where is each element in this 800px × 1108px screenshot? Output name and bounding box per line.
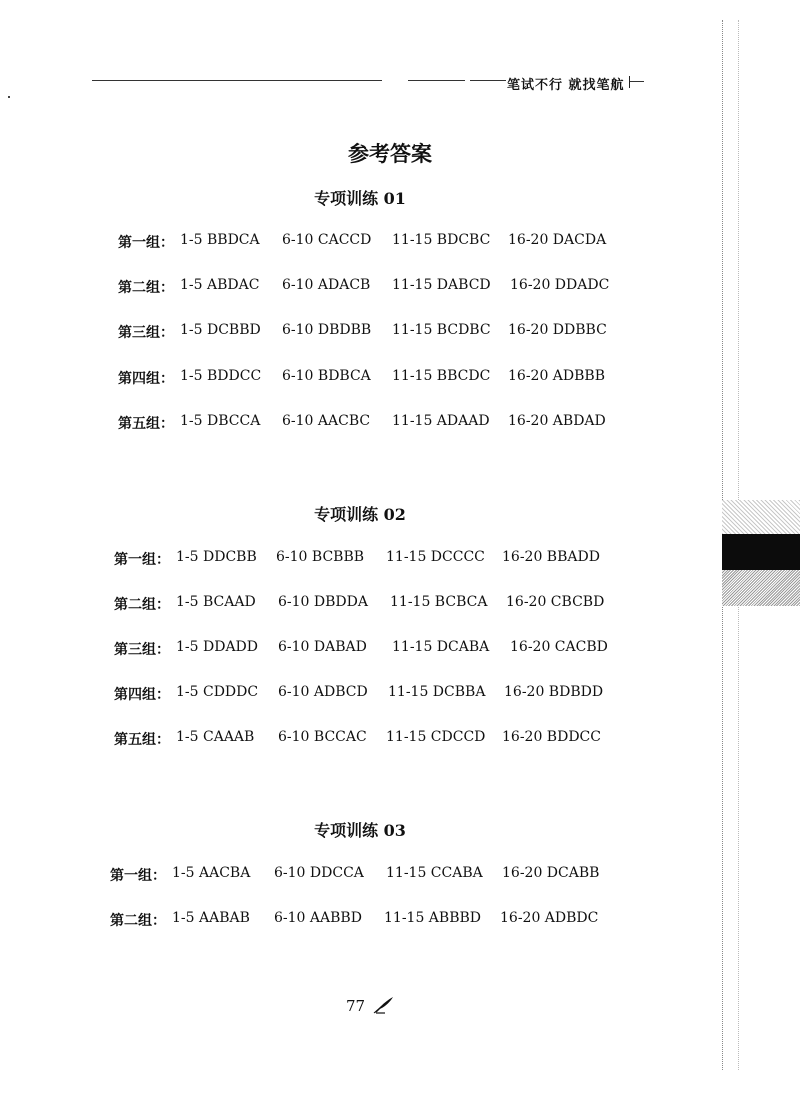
answer-1-5: 1-5 ABDAC — [180, 277, 260, 293]
answer-1-5: 1-5 BCAAD — [176, 594, 256, 610]
header-rule-left — [92, 80, 382, 81]
group-label: 第三组： — [114, 642, 170, 658]
answer-16-20: 16-20 DCABB — [502, 865, 600, 881]
group-label: 第一组： — [118, 235, 174, 251]
header-rule-end — [630, 81, 644, 82]
answer-6-10: 6-10 AABBD — [274, 910, 362, 926]
answer-16-20: 16-20 ADBBB — [508, 368, 606, 384]
answer-6-10: 6-10 ADBCD — [278, 684, 368, 700]
scan-dark-band — [722, 534, 800, 570]
group-label: 第二组： — [118, 280, 174, 296]
group-label: 第四组： — [114, 687, 170, 703]
answer-16-20: 16-20 ABDAD — [508, 413, 606, 429]
group-label: 第一组： — [114, 552, 170, 568]
scan-noise-band — [722, 500, 800, 534]
answer-16-20: 16-20 BDDCC — [502, 729, 601, 745]
answer-6-10: 6-10 DBDBB — [282, 322, 372, 338]
answer-1-5: 1-5 CAAAB — [176, 729, 255, 745]
stray-dot — [8, 96, 10, 98]
answer-11-15: 11-15 CDCCD — [386, 729, 486, 745]
group-label: 第五组： — [114, 732, 170, 748]
answer-6-10: 6-10 CACCD — [282, 232, 372, 248]
answer-11-15: 11-15 BBCDC — [392, 368, 491, 384]
answer-1-5: 1-5 DBCCA — [180, 413, 261, 429]
answer-16-20: 16-20 ADBDC — [500, 910, 599, 926]
answer-11-15: 11-15 DCCCC — [386, 549, 485, 565]
answer-11-15: 11-15 CCABA — [386, 865, 483, 881]
answer-16-20: 16-20 DDBBC — [508, 322, 607, 338]
answer-16-20: 16-20 CACBD — [510, 639, 608, 655]
scan-noise-band — [722, 570, 800, 606]
answer-11-15: 11-15 DCBBA — [388, 684, 486, 700]
answer-1-5: 1-5 DDADD — [176, 639, 259, 655]
answer-1-5: 1-5 DDCBB — [176, 549, 257, 565]
group-label: 第一组： — [110, 868, 166, 884]
section-title: 专项训练 03 — [314, 821, 406, 840]
header-rule-middle — [408, 80, 465, 81]
feather-quill-icon — [373, 996, 395, 1018]
answer-11-15: 11-15 BCDBC — [392, 322, 491, 338]
page-number-text: 77 — [346, 997, 366, 1015]
section-title: 专项训练 02 — [314, 505, 406, 524]
group-label: 第五组： — [118, 416, 174, 432]
answer-1-5: 1-5 BBDCA — [180, 232, 260, 248]
answer-6-10: 6-10 DDCCA — [274, 865, 364, 881]
answer-6-10: 6-10 BCCAC — [278, 729, 367, 745]
header-slogan: 笔试不行 就找笔航 — [507, 78, 625, 93]
answer-6-10: 6-10 DABAD — [278, 639, 367, 655]
answer-6-10: 6-10 ADACB — [282, 277, 371, 293]
answer-1-5: 1-5 DCBBD — [180, 322, 261, 338]
answer-6-10: 6-10 AACBC — [282, 413, 371, 429]
answer-11-15: 11-15 DABCD — [392, 277, 491, 293]
section-title: 专项训练 01 — [314, 189, 406, 208]
page-number — [346, 996, 395, 1018]
group-label: 第二组： — [110, 913, 166, 929]
answer-16-20: 16-20 CBCBD — [506, 594, 605, 610]
answer-1-5: 1-5 AACBA — [172, 865, 251, 881]
answer-6-10: 6-10 BCBBB — [276, 549, 365, 565]
answer-6-10: 6-10 BDBCA — [282, 368, 371, 384]
answer-1-5: 1-5 AABAB — [172, 910, 250, 926]
answer-11-15: 11-15 ABBBD — [384, 910, 482, 926]
answer-11-15: 11-15 ADAAD — [392, 413, 490, 429]
answer-16-20: 16-20 DACDA — [508, 232, 607, 248]
answer-6-10: 6-10 DBDDA — [278, 594, 368, 610]
answer-16-20: 16-20 DDADC — [510, 277, 610, 293]
group-label: 第四组： — [118, 371, 174, 387]
answer-16-20: 16-20 BBADD — [502, 549, 600, 565]
answer-16-20: 16-20 BDBDD — [504, 684, 604, 700]
header-rule-right — [470, 80, 506, 81]
answer-11-15: 11-15 BDCBC — [392, 232, 491, 248]
group-label: 第二组： — [114, 597, 170, 613]
answer-1-5: 1-5 CDDDC — [176, 684, 259, 700]
answer-1-5: 1-5 BDDCC — [180, 368, 262, 384]
group-label: 第三组： — [118, 325, 174, 341]
page-title: 参考答案 — [348, 141, 432, 166]
header-bar — [629, 76, 630, 88]
answer-11-15: 11-15 BCBCA — [390, 594, 488, 610]
answer-11-15: 11-15 DCABA — [392, 639, 490, 655]
